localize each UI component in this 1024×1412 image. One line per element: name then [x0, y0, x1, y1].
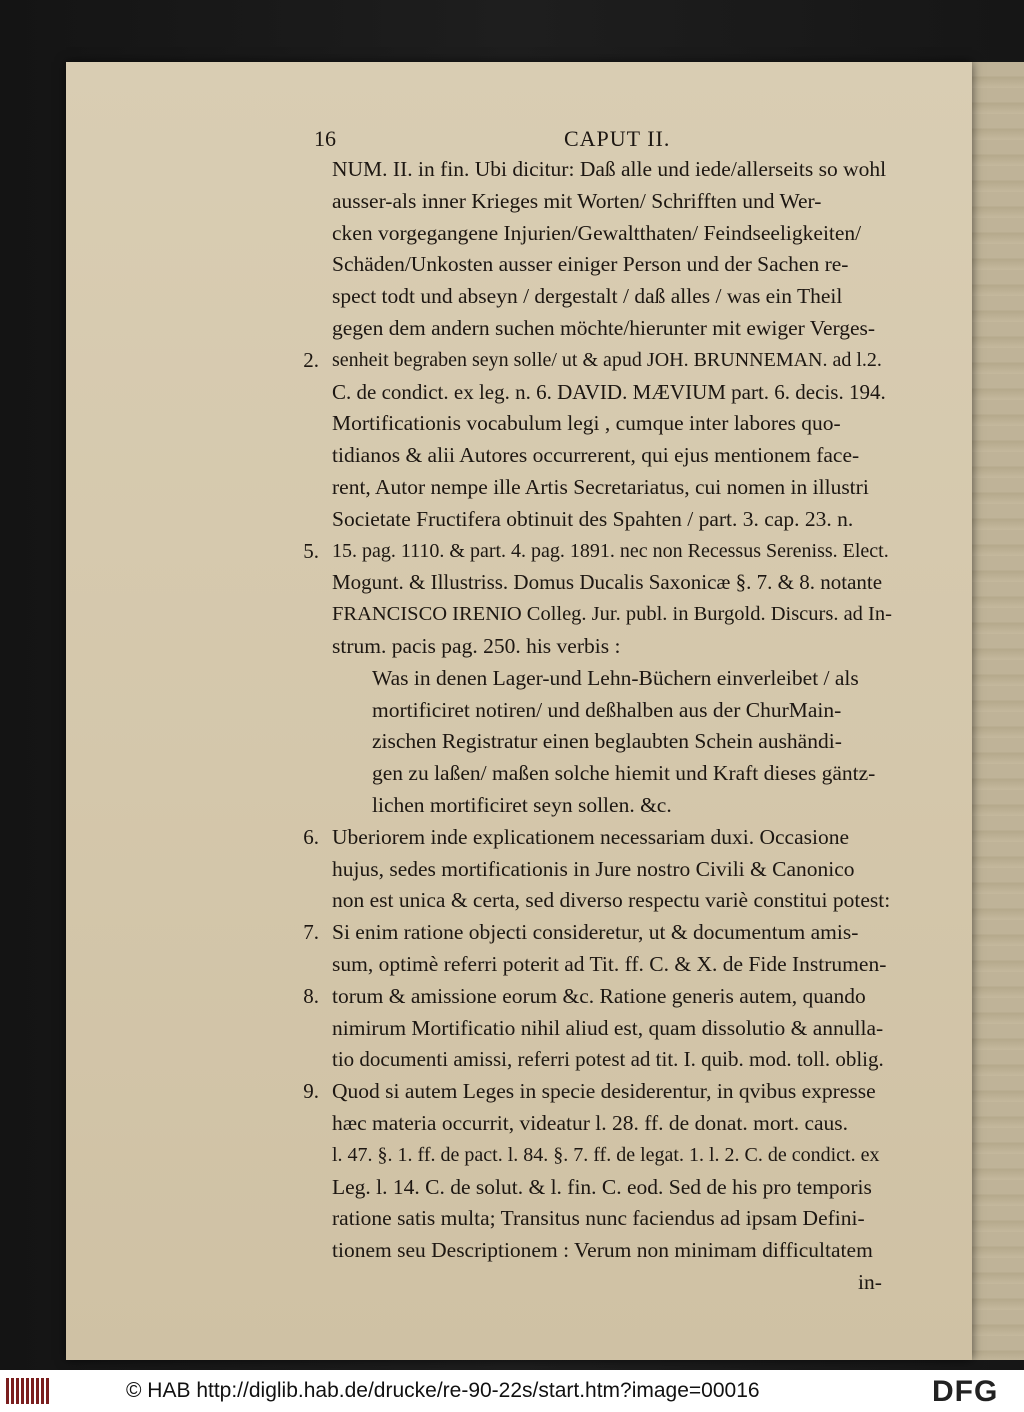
text-line: [303, 536, 892, 568]
line-text: strum. pacis pag. 250. his verbis :: [332, 633, 621, 658]
text-line: [310, 1203, 892, 1235]
line-text: 15. pag. 1110. & part. 4. pag. 1891. nec non Recessus Sereniss. Elect.: [332, 539, 889, 562]
line-text: tio documenti amissi, referri potest ad tit. I. quib. mod. toll. oblig.: [332, 1047, 884, 1072]
text-lines: [303, 154, 892, 1299]
text-line: [310, 440, 892, 472]
text-line: [310, 1235, 892, 1267]
margin-number: 5.: [303, 538, 319, 563]
line-text: tionem seu Descriptionem : Verum non minimam difficultatem: [332, 1238, 873, 1263]
margin-number: 6.: [303, 824, 319, 849]
text-line: [310, 695, 892, 727]
line-text: Quod si autem Leges in specie desiderentur, in qvibus expresse: [332, 1079, 876, 1104]
text-line: [303, 822, 892, 854]
text-line: [303, 917, 892, 949]
text-line: [310, 1267, 892, 1299]
text-line: [310, 218, 892, 250]
line-text: Was in denen Lager-und Lehn-Büchern einverleibet / als: [372, 665, 859, 690]
text-line: [310, 663, 892, 695]
line-text: Si enim ratione objecti consideretur, ut & documentum amis-: [332, 920, 859, 945]
page-header: [310, 120, 892, 154]
text-line: [310, 408, 892, 440]
line-text: non est unica & certa, sed diverso respectu variè constitui potest:: [332, 888, 891, 913]
line-text: hujus, sedes mortificationis in Jure nostro Civili & Canonico: [332, 856, 855, 881]
text-line: [303, 345, 892, 377]
line-text: tidianos & alii Autores occurrerent, qui ejus mentionem face-: [332, 443, 860, 468]
running-head: CAPUT II.: [564, 126, 671, 151]
line-text: gegen dem andern suchen möchte/hierunter mit ewiger Verges-: [332, 315, 876, 340]
text-line: [310, 790, 892, 822]
text-line: [310, 1013, 892, 1045]
page-number: 16: [314, 126, 336, 151]
dfg-logo: DFG: [932, 1375, 999, 1408]
text-line: [310, 758, 892, 790]
text-line: [310, 504, 892, 536]
line-text: NUM. II. in fin. Ubi dicitur: Daß alle und iede/allerseits so wohl: [332, 157, 887, 181]
line-text: rent, Autor nempe ille Artis Secretariatus, cui nomen in illustri: [332, 474, 869, 499]
text-line: [310, 631, 892, 663]
text-line: [310, 377, 892, 409]
text-line: [310, 1044, 892, 1076]
copyright-link[interactable]: © HAB http://diglib.hab.de/drucke/re-90-22s/start.htm?image=00016: [126, 1379, 760, 1402]
text-line: [310, 567, 892, 599]
line-text: spect todt und abseyn / dergestalt / daß alles / was ein Theil: [332, 284, 843, 309]
line-text: gen zu laßen/ maßen solche hiemit und Kraft dieses gäntz-: [372, 761, 876, 786]
text-line: [310, 1172, 892, 1204]
text-line: [310, 1140, 892, 1172]
margin-number: 8.: [303, 983, 319, 1008]
line-text: FRANCISCO IRENIO Colleg. Jur. publ. in Burgold. Discurs. ad In-: [332, 603, 892, 626]
text-line: [303, 981, 892, 1013]
text-line: [310, 949, 892, 981]
margin-number: 7.: [303, 920, 319, 945]
hab-logo-icon: [6, 1378, 50, 1404]
line-text: mortificiret notiren/ und deßhalben aus der ChurMain-: [372, 697, 842, 722]
text-line: [310, 281, 892, 313]
line-text: sum, optimè referri poterit ad Tit. ff. C. & X. de Fide Instrumen-: [332, 951, 887, 976]
line-text: Mortificationis vocabulum legi , cumque inter labores quo-: [332, 411, 841, 436]
text-line: [310, 186, 892, 218]
text-line: [310, 472, 892, 504]
text-line: [310, 249, 892, 281]
line-text: ausser-als inner Krieges mit Worten/ Schrifften und Wer-: [332, 188, 822, 213]
line-text: ratione satis multa; Transitus nunc faciendus ad ipsam Defini-: [332, 1206, 865, 1231]
line-text: Leg. l. 14. C. de solut. & l. fin. C. eod. Sed de his pro temporis: [332, 1174, 872, 1199]
text-line: [310, 599, 892, 631]
margin-number: 9.: [303, 1079, 319, 1104]
line-text: Uberiorem inde explicationem necessariam duxi. Occasione: [332, 824, 849, 849]
line-text: C. de condict. ex leg. n. 6. DAVID. MÆVIUM part. 6. decis. 194.: [332, 379, 886, 404]
line-text: cken vorgegangene Injurien/Gewaltthaten/ Feindseeligkeiten/: [332, 220, 862, 245]
text-line: [310, 1108, 892, 1140]
text-line: [310, 154, 892, 186]
line-text: in-: [858, 1269, 882, 1294]
line-text: senheit begraben seyn solle/ ut & apud JOH. BRUNNEMAN. ad l.2.: [332, 348, 882, 371]
line-text: Mogunt. & Illustriss. Domus Ducalis Saxonicæ §. 7. & 8. notante: [332, 570, 883, 595]
text-line: [310, 726, 892, 758]
line-text: Schäden/Unkosten ausser einiger Person und der Sachen re-: [332, 252, 849, 277]
page-text: [303, 120, 892, 1294]
line-text: nimirum Mortificatio nihil aliud est, quam dissolutio & annulla-: [332, 1015, 884, 1040]
line-text: zischen Registratur einen beglaubten Schein aushändi-: [372, 729, 842, 754]
text-line: [310, 854, 892, 886]
text-line: [310, 313, 892, 345]
text-line: [310, 885, 892, 917]
line-text: Societate Fructifera obtinuit des Spahten / part. 3. cap. 23. n.: [332, 506, 854, 531]
line-text: hæc materia occurrit, videatur l. 28. ff. de donat. mort. caus.: [332, 1110, 849, 1135]
margin-number: 2.: [303, 347, 319, 372]
text-line: [303, 1076, 892, 1108]
footer-bar: [0, 1370, 1024, 1412]
adjacent-page-edge: [972, 62, 1024, 1360]
line-text: torum & amissione eorum &c. Ratione generis autem, quando: [332, 983, 866, 1008]
line-text: lichen mortificiret seyn sollen. &c.: [372, 792, 672, 817]
line-text: l. 47. §. 1. ff. de pact. l. 84. §. 7. ff. de legat. 1. l. 2. C. de condict. ex: [332, 1143, 880, 1166]
